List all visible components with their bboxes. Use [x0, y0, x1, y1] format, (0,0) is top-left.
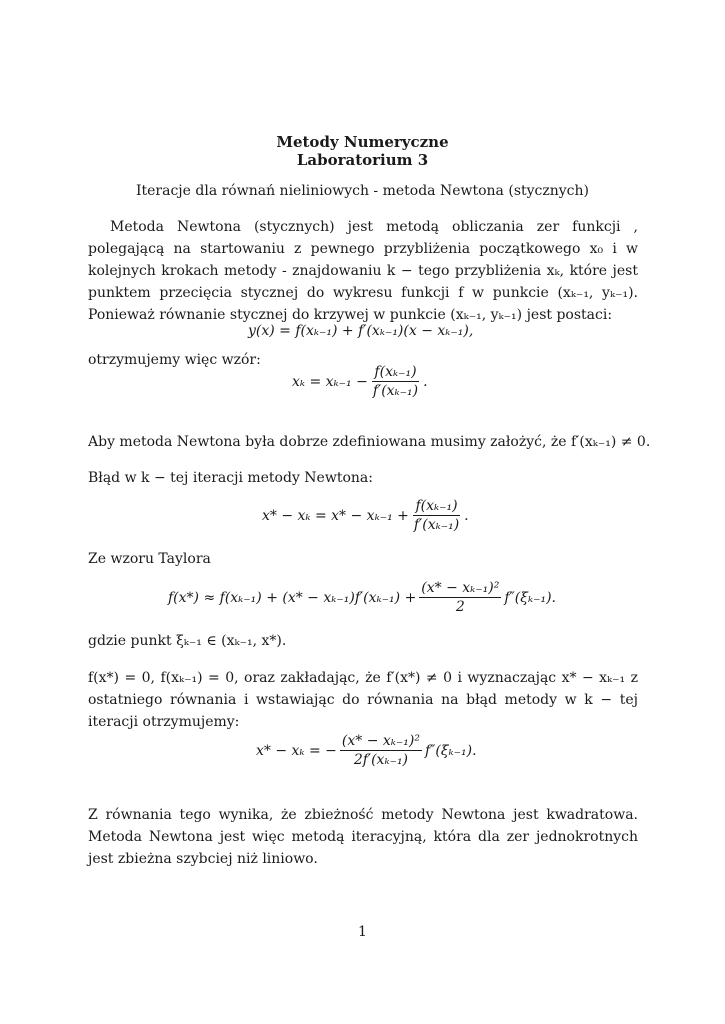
equation-final-denominator: 2f′(xₖ₋₁): [353, 752, 409, 768]
taylor-lead-text: Ze wzoru Taylora: [88, 551, 211, 567]
equation-final-numerator: (x* − xₖ₋₁)²: [341, 733, 420, 749]
equation-taylor: [168, 580, 556, 615]
document-title: Metody Numeryczne: [276, 133, 449, 151]
equation-taylor-lhs: f(x*) ≈ f(xₖ₋₁) + (x* − xₖ₋₁)f′(xₖ₋₁) +: [168, 589, 417, 606]
equation-error: [262, 498, 469, 533]
equation-taylor-fraction: [419, 580, 501, 615]
conclusion-paragraph: Z równania tego wynika, że zbieżność metody Newtona jest kwadratowa. Metoda Newtona jest więc metodą iteracyjną, która dla zer jednokrotnych jest zbieżna szybciej niż liniowo.: [88, 807, 638, 867]
equation-newton-fraction: [371, 364, 420, 399]
equation-final-lhs: x* − xₖ = −: [256, 742, 337, 759]
equation-tangent: [248, 323, 473, 339]
equation-error-end: .: [464, 507, 469, 524]
equation-error-numerator: f(xₖ₋₁): [415, 498, 458, 514]
equation-newton-lhs: xₖ = xₖ₋₁ −: [292, 373, 368, 390]
equation-error-fraction: [412, 498, 461, 533]
condition-text: Aby metoda Newtona była dobrze zdefiniowana musimy założyć, że f′(xₖ₋₁) ≠ 0.: [88, 434, 651, 450]
equation-taylor-denominator: 2: [455, 599, 465, 615]
equation-newton-numerator: f(xₖ₋₁): [374, 364, 417, 380]
page-number: 1: [358, 924, 367, 940]
equation-final-fraction: [340, 733, 422, 768]
equation-final-end: f″(ξₖ₋₁).: [424, 742, 477, 759]
equation-newton-end: .: [423, 373, 428, 390]
equation-final: [256, 733, 477, 768]
error-lead-text: Błąd w k − tej iteracji metody Newtona:: [88, 470, 373, 486]
equation-tangent-text: y(x) = f(xₖ₋₁) + f′(xₖ₋₁)(x − xₖ₋₁),: [248, 323, 474, 339]
equation-newton: [292, 364, 428, 399]
equation-error-lhs: x* − xₖ = x* − xₖ₋₁ +: [262, 507, 409, 524]
equation-newton-denominator: f′(xₖ₋₁): [372, 383, 419, 399]
equation-taylor-end: f″(ξₖ₋₁).: [504, 589, 556, 606]
intro-paragraph: Metoda Newtona (stycznych) jest metodą obliczania zer funkcji , polegającą na startowaniu z pewnego przybliżenia początkowego x₀ i w kolejnych krokach metody - znajdowaniu k − tego przybliżenia xₖ, które jest punktem przecięcia stycznej do wykresu funkcji f w punkcie (xₖ₋₁, yₖ₋₁). Ponieważ równanie stycznej do krzywej w punkcie (xₖ₋₁, yₖ₋₁) jest postaci:: [88, 219, 638, 323]
section-heading: Iteracje dla równań nieliniowych - metoda Newtona (stycznych): [135, 183, 589, 199]
equation-taylor-numerator: (x* − xₖ₋₁)²: [421, 580, 500, 596]
derivation-paragraph: f(x*) = 0, f(xₖ₋₁) = 0, oraz zakładając, że f′(x*) ≠ 0 i wyznaczając x* − xₖ₋₁ z ostatniego równania i wstawiając do równania na błąd metody w k − tej iteracji otrzymujemy:: [88, 670, 638, 730]
equation-error-denominator: f′(xₖ₋₁): [413, 517, 460, 533]
formula-lead-text: otrzymujemy więc wzór:: [88, 352, 261, 368]
document-subtitle-lab: Laboratorium 3: [296, 151, 429, 169]
xi-note-text: gdzie punkt ξₖ₋₁ ∈ (xₖ₋₁, x*).: [88, 633, 287, 649]
